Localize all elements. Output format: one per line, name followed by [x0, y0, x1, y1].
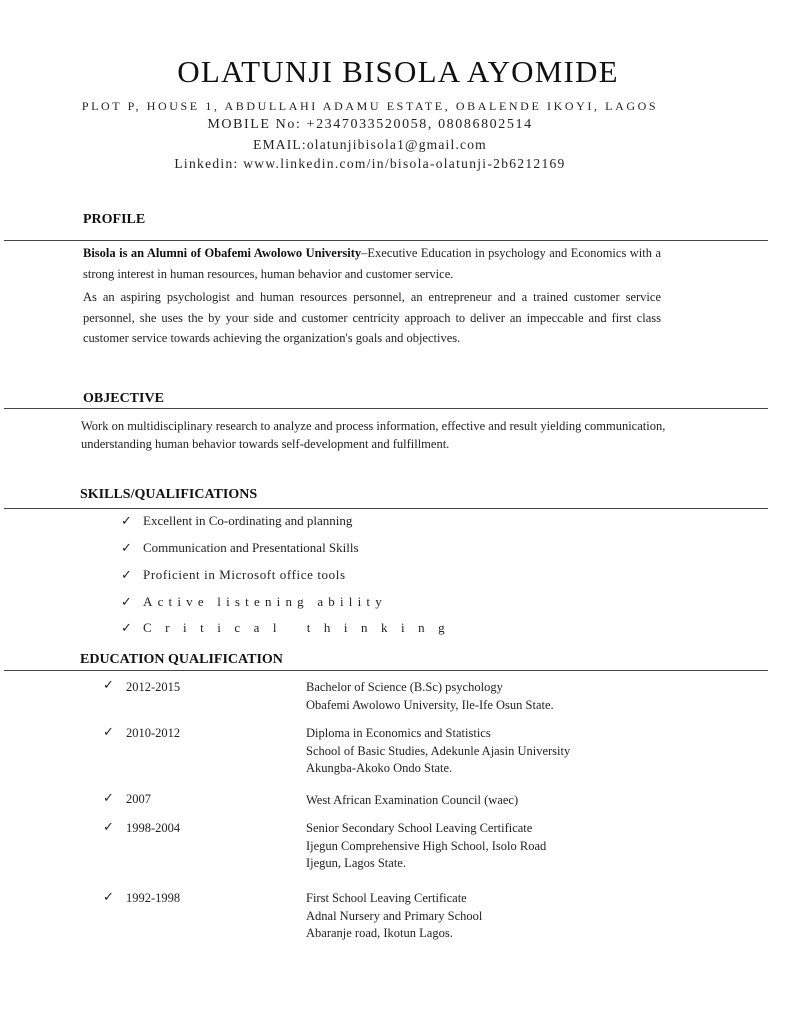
profile-paragraph-1 — [83, 243, 661, 284]
education-years: 2007 — [126, 792, 151, 806]
education-years: 1998-2004 — [126, 821, 181, 835]
checkmark-icon: ✓ — [121, 540, 132, 555]
profile-paragraph-2: As an aspiring psychologist and human resources personnel, an entrepreneur and a trained customer service personnel, she uses the by your side and customer centricity approach to deliver an impeccable and first class customer service towards achieving the organization's goals and objectives. — [83, 290, 661, 345]
education-line: West African Examination Council (waec) — [306, 793, 519, 807]
skill-text: Active listening ability — [143, 594, 387, 609]
checkmark-icon: ✓ — [103, 819, 114, 834]
skill-item — [121, 567, 369, 585]
education-entry — [306, 725, 570, 778]
skills-heading: SKILLS/QUALIFICATIONS — [80, 487, 258, 502]
skills-divider — [4, 508, 768, 509]
checkmark-icon: ✓ — [121, 594, 132, 609]
skill-item — [121, 540, 369, 558]
checkmark-icon: ✓ — [103, 724, 114, 739]
education-entry — [306, 679, 554, 714]
education-years: 1992-1998 — [126, 891, 181, 905]
skill-item — [121, 513, 369, 531]
linkedin-line: Linkedin: www.linkedin.com/in/bisola-olatunji-2b6212169 — [174, 156, 566, 171]
education-line: Obafemi Awolowo University, Ile-Ife Osun State. — [306, 697, 554, 712]
candidate-name: OLATUNJI BISOLA AYOMIDE — [177, 54, 619, 89]
checkmark-icon: ✓ — [103, 790, 114, 805]
address-line: PLOT P, HOUSE 1, ABDULLAHI ADAMU ESTATE, OBALENDE IKOYI, LAGOS — [81, 99, 659, 113]
education-years: 2010-2012 — [126, 726, 181, 740]
education-line: Ijegun, Lagos State. — [306, 856, 406, 870]
education-line: Abaranje road, Ikotun Lagos. — [306, 926, 453, 940]
skill-text: Communication and Presentational Skills — [143, 540, 359, 555]
education-line: Bachelor of Science (B.Sc) psychology — [306, 680, 503, 694]
checkmark-icon: ✓ — [121, 567, 132, 582]
education-entry — [306, 820, 546, 873]
skill-item — [121, 620, 459, 638]
profile-heading: PROFILE — [83, 212, 146, 227]
education-divider — [4, 670, 768, 671]
skill-item — [121, 594, 387, 612]
profile-bold-lead: Bisola is an Alumni of Obafemi Awolowo University — [83, 246, 362, 260]
education-line: School of Basic Studies, Adekunle Ajasin University — [306, 743, 571, 758]
skill-text: Critical thinking — [143, 620, 459, 635]
education-line: Adnal Nursery and Primary School — [306, 908, 483, 923]
education-line: Diploma in Economics and Statistics — [306, 726, 491, 740]
objective-divider — [4, 408, 768, 409]
skill-text: Excellent in Co-ordinating and planning — [143, 513, 353, 528]
education-entry — [306, 890, 482, 943]
checkmark-icon: ✓ — [121, 513, 132, 528]
education-line: Senior Secondary School Leaving Certificate — [306, 821, 533, 835]
skill-text: Proficient in Microsoft office tools — [143, 567, 346, 582]
education-heading: EDUCATION QUALIFICATION — [80, 652, 283, 667]
profile-divider — [4, 240, 768, 241]
education-entry — [306, 792, 518, 810]
objective-text: Work on multidisciplinary research to analyze and process information, effective and result yielding communication, understanding human behavior towards self-development and fulfillment. — [81, 419, 666, 451]
education-line: Akungba-Akoko Ondo State. — [306, 761, 453, 775]
objective-heading: OBJECTIVE — [83, 391, 164, 406]
checkmark-icon: ✓ — [103, 677, 114, 692]
education-line: First School Leaving Certificate — [306, 891, 467, 905]
profile-para1-rest: –Executive Education in psychology and Economics with a strong interest in human resources, human behavior and customer service. — [83, 246, 661, 281]
email-line: EMAIL:olatunjibisola1@gmail.com — [253, 137, 487, 152]
checkmark-icon: ✓ — [103, 889, 114, 904]
checkmark-icon: ✓ — [121, 620, 132, 635]
education-years: 2012-2015 — [126, 680, 181, 694]
education-line: Ijegun Comprehensive High School, Isolo Road — [306, 838, 547, 853]
mobile-line: MOBILE No: +2347033520058, 08086802514 — [207, 117, 533, 132]
